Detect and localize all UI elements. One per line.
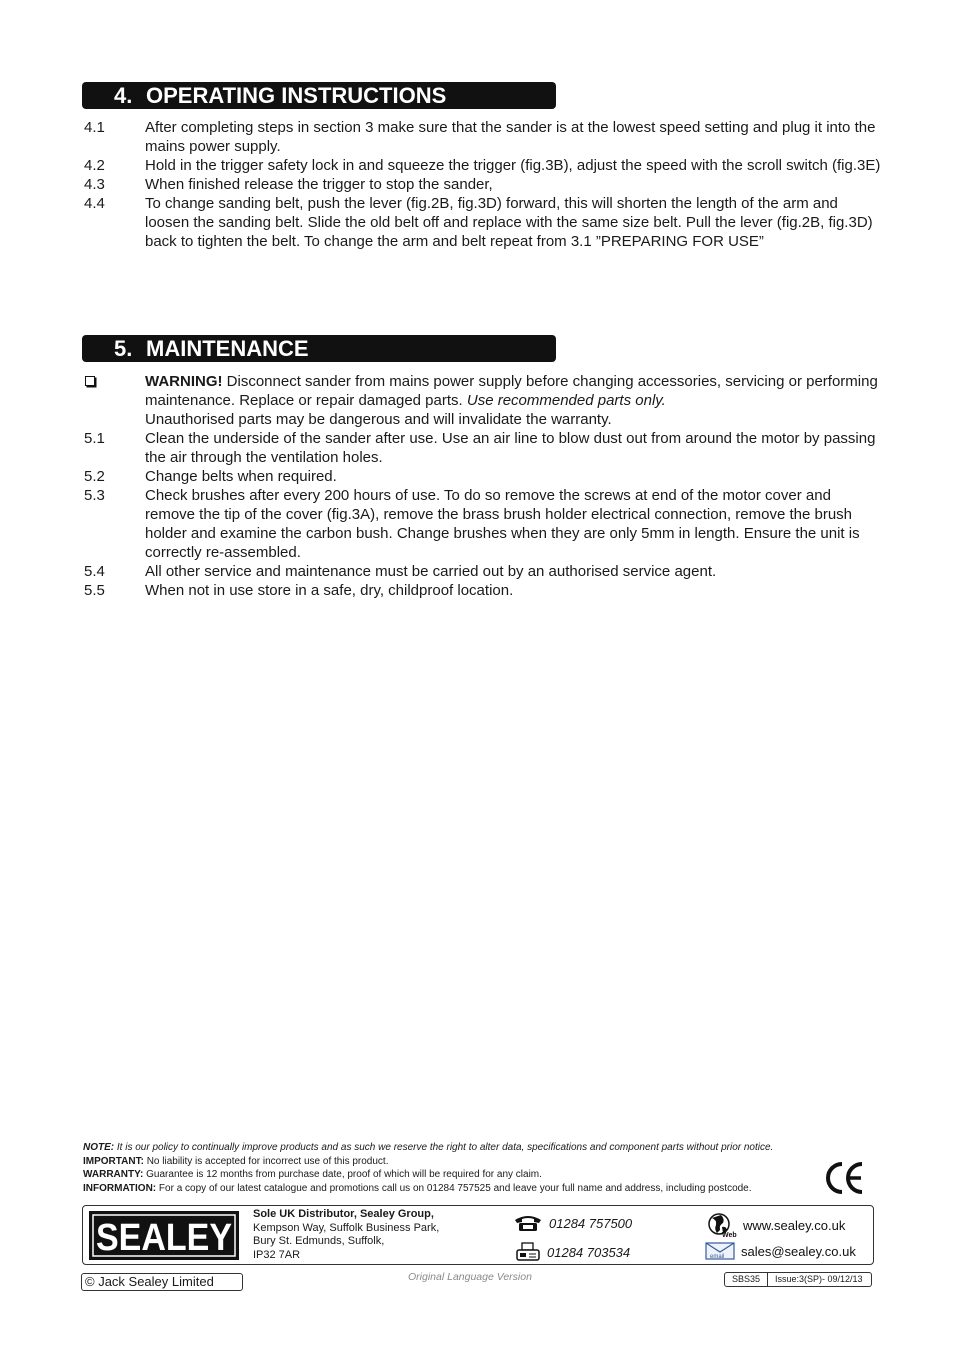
list-item [84,429,884,467]
list-item [84,581,884,600]
item-number: 4.1 [84,119,105,136]
svg-text:Web: Web [722,1232,737,1238]
warning-item [84,372,884,429]
item-number: 4.3 [84,176,105,193]
item-text: After completing steps in section 3 make sure that the sander is at the lowest speed setting and plug it into the mains power supply. [145,119,876,155]
ce-mark-icon [824,1160,866,1196]
checkbox-icon [85,376,95,386]
list-item [84,486,884,562]
footer-notes [83,1141,863,1195]
item-text: When not in use store in a safe, dry, childproof location. [145,582,514,599]
section-4-number: 4. [114,83,133,108]
phone-number[interactable]: 01284 757500 [549,1215,633,1231]
distributor-name: Sole UK Distributor, Sealey Group, [253,1208,434,1220]
website-link[interactable]: www.sealey.co.uk [743,1217,846,1233]
warning-text: WARNING! Disconnect sander from mains power supply before changing accessories, servicing or performing maintenance. Replace or repair damaged parts. Use recommended parts only. Unauthorised parts may be dangerous and will invalidate the warranty. [145,373,878,428]
globe-web-icon [707,1212,737,1238]
fax-row [515,1242,630,1262]
item-text: Clean the underside of the sander after use. Use an air line to blow dust out from around the motor by passing the air through the ventilation holes. [145,430,876,466]
list-item [84,194,884,251]
item-text: When finished release the trigger to stop the sander, [145,176,493,193]
list-item [84,156,884,175]
section-4-heading [82,82,556,109]
item-text: To change sanding belt, push the lever (fig.2B, fig.3D) forward, this will shorten the length of the arm and loosen the sanding belt. Slide the old belt off and replace with the same size belt. Pull the lever (fig.2B, fig.3D) back to tighten the belt. To change the arm and belt repeat from 3.1 ”PREPARING FOR USE” [145,195,873,250]
original-language-label: Original Language Version [408,1271,532,1283]
item-text: Hold in the trigger safety lock in and squeeze the trigger (fig.3B), adjust the speed with the scroll switch (fig.3E) [145,157,881,174]
envelope-email-icon [705,1242,735,1260]
item-number: 5.2 [84,468,105,485]
information-line: INFORMATION: For a copy of our latest catalogue and promotions call us on 01284 757525 and leave your full name and address, including postcode. [83,1182,752,1194]
footer-contact-box [82,1205,874,1265]
web-row [707,1212,845,1238]
section-5-heading [82,335,556,362]
item-number: 4.2 [84,157,105,174]
warranty-line: WARRANTY: Guarantee is 12 months from purchase date, proof of which will be required for any claim. [83,1169,542,1180]
item-text: All other service and maintenance must be carried out by an authorised service agent. [145,563,717,580]
important-line: IMPORTANT: No liability is accepted for incorrect use of this product. [83,1155,389,1167]
item-text: Check brushes after every 200 hours of use. To do so remove the screws at end of the motor cover and remove the tip of the cover (fig.3A), remove the brass brush holder electrical connection, remove the brush holder and examine the carbon bush. Change brushes when they are only 5mm in length. Ensure the unit is correctly re-assembled. [145,487,860,561]
svg-text:email: email [710,1254,725,1260]
section-5-title: MAINTENANCE [146,336,309,361]
email-link[interactable]: sales@sealey.co.uk [741,1243,856,1259]
item-number: 5.1 [84,430,105,447]
note-line: NOTE: It is our policy to continually improve products and as such we reserve the right to alter data, specifications and component parts without prior notice. [83,1142,774,1153]
address-line: Bury St. Edmunds, Suffolk, [253,1235,385,1247]
copyright-box: © Jack Sealey Limited [81,1273,243,1291]
section-5-list [84,372,884,600]
list-item [84,175,884,194]
warning-label: WARNING! [145,373,223,390]
section-5-number: 5. [114,336,133,361]
email-row [705,1242,856,1260]
issue-date: Issue:3(SP)- 09/12/13 [775,1274,863,1284]
item-number: 5.5 [84,582,105,599]
item-text: Change belts when required. [145,468,337,485]
item-number: 5.3 [84,487,105,504]
address-line: IP32 7AR [253,1248,301,1261]
list-item [84,562,884,581]
fax-number[interactable]: 01284 703534 [547,1244,631,1260]
document-code: SBS35 [725,1273,768,1286]
section-4-title: OPERATING INSTRUCTIONS [146,83,447,108]
document-reference-box [724,1272,872,1287]
list-item [84,467,884,486]
distributor-address [253,1208,439,1262]
section-4-list [84,118,884,251]
list-item [84,118,884,156]
address-line: Kempson Way, Suffolk Business Park, [253,1221,440,1234]
item-number: 5.4 [84,563,105,580]
svg-text:SEALEY: SEALEY [96,1217,232,1259]
phone-row [513,1214,632,1232]
telephone-icon [513,1214,543,1232]
fax-icon [515,1242,541,1262]
item-number: 4.4 [84,195,105,212]
sealey-logo [89,1211,239,1260]
